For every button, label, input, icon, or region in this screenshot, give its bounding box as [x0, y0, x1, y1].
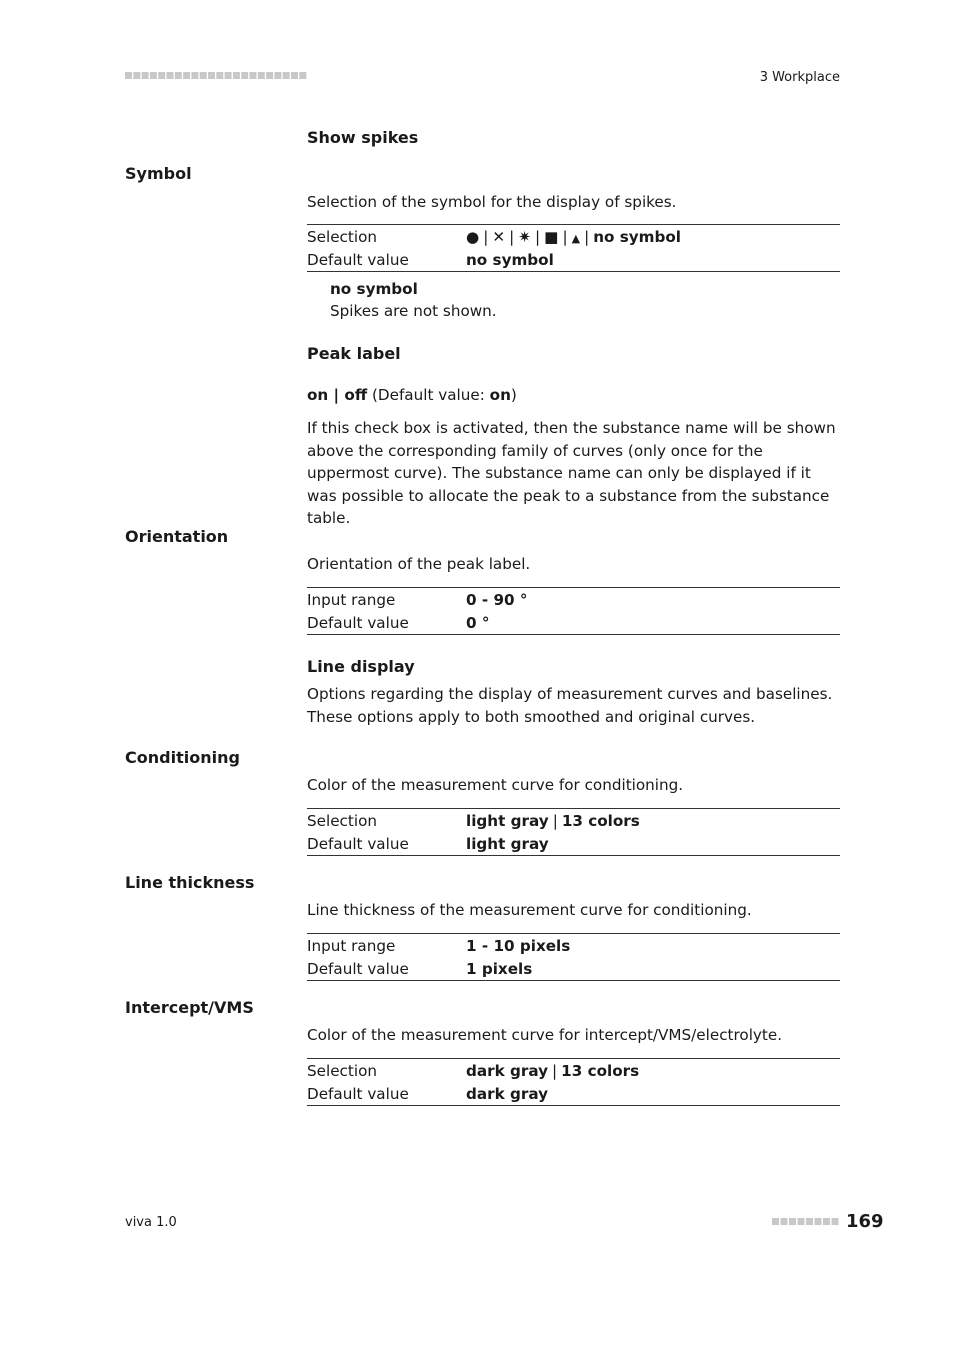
selection-option: 13 colors	[561, 811, 640, 830]
table-key: Default value	[307, 959, 409, 978]
table-row	[307, 248, 840, 271]
table-key: Default value	[307, 1084, 409, 1103]
selection-option: 13 colors	[561, 1061, 640, 1080]
decoration-dot	[274, 72, 281, 79]
table-value: ● | ✕ | ✷ | ■ | ▲ | no symbol	[466, 227, 681, 246]
conditioning-description: Color of the measurement curve for conditioning.	[307, 776, 684, 794]
selection-option: light gray	[466, 811, 549, 830]
chapter-title: 3 Workplace	[759, 70, 840, 85]
square-symbol-icon: ■	[544, 227, 559, 246]
param-label-symbol: Symbol	[125, 164, 192, 183]
decoration-dot	[789, 1218, 796, 1225]
decoration-dot	[208, 72, 215, 79]
table-key: Default value	[307, 834, 409, 853]
table-value: 1 pixels	[466, 959, 533, 978]
peak-label-description: If this check box is activated, then the substance name will be shown above the corresponding family of curves (only once for the uppermost curve). The substance name can only be displayed if it was possible to allocate the peak to a substance from the substance table.	[307, 419, 836, 527]
selection-option: dark gray	[466, 1061, 549, 1080]
decoration-dot	[832, 1218, 839, 1225]
table-row	[307, 1059, 840, 1082]
decoration-dot	[225, 72, 232, 79]
table-key: Selection	[307, 227, 377, 246]
decoration-dot	[299, 72, 306, 79]
orientation-table	[307, 587, 840, 635]
decoration-dot	[216, 72, 223, 79]
default-prefix: (Default value:	[367, 386, 490, 404]
decoration-dot	[233, 72, 240, 79]
option-separator: |	[552, 811, 558, 830]
dot-symbol-icon: ●	[466, 227, 480, 246]
cross-symbol-icon: ✕	[492, 227, 506, 246]
table-value: dark gray	[466, 1084, 549, 1103]
decoration-dot	[291, 72, 298, 79]
conditioning-table	[307, 808, 840, 856]
table-row	[307, 934, 840, 957]
peak-label-switch-line	[307, 386, 517, 404]
table-row	[307, 957, 840, 980]
decoration-dot	[133, 72, 140, 79]
default-suffix: )	[510, 386, 517, 404]
param-label-conditioning: Conditioning	[125, 748, 240, 767]
table-row	[307, 588, 840, 611]
page-number: 169	[846, 1211, 884, 1232]
decoration-dot	[823, 1218, 830, 1225]
table-value	[466, 1062, 639, 1080]
line-display-description: Options regarding the display of measurement curves and baselines. These options apply to both smoothed and original curves.	[307, 685, 833, 726]
table-row	[307, 611, 840, 634]
decoration-dot	[150, 72, 157, 79]
param-label-intercept-vms: Intercept/VMS	[125, 998, 254, 1017]
symbol-table	[307, 224, 840, 272]
no-symbol-option: no symbol	[593, 227, 681, 246]
table-key: Default value	[307, 613, 409, 632]
table-row	[307, 809, 840, 832]
table-value	[466, 812, 640, 830]
footer-product: viva 1.0	[125, 1215, 177, 1230]
triangle-symbol-icon: ▲	[571, 231, 581, 245]
decoration-dot	[167, 72, 174, 79]
table-row	[307, 225, 840, 248]
option-description: Spikes are not shown.	[330, 302, 497, 320]
decoration-dot	[183, 72, 190, 79]
decoration-dot	[241, 72, 248, 79]
decoration-dot	[191, 72, 198, 79]
line-thickness-description: Line thickness of the measurement curve for conditioning.	[307, 901, 752, 919]
intercept-description: Color of the measurement curve for intercept/VMS/electrolyte.	[307, 1026, 783, 1044]
decoration-dot	[258, 72, 265, 79]
decoration-dot	[125, 72, 132, 79]
header-decoration-dots	[125, 72, 307, 80]
table-value: light gray	[466, 834, 549, 853]
off-option: off	[344, 386, 368, 404]
symbol-description: Selection of the symbol for the display of spikes.	[307, 193, 677, 211]
table-key: Input range	[307, 936, 396, 955]
decoration-dot	[772, 1218, 779, 1225]
table-key: Default value	[307, 250, 409, 269]
option-name: no symbol	[330, 280, 418, 298]
table-row	[307, 832, 840, 855]
decoration-dot	[798, 1218, 805, 1225]
table-key: Selection	[307, 1061, 377, 1080]
decoration-dot	[158, 72, 165, 79]
table-value: 0 °	[466, 613, 490, 632]
table-value: no symbol	[466, 250, 554, 269]
section-heading-show-spikes: Show spikes	[307, 128, 419, 147]
intercept-table	[307, 1058, 840, 1106]
default-value: on	[489, 386, 511, 404]
section-heading-peak-label: Peak label	[307, 344, 401, 363]
decoration-dot	[815, 1218, 822, 1225]
table-value: 1 - 10 pixels	[466, 936, 571, 955]
decoration-dot	[781, 1218, 788, 1225]
table-row	[307, 1082, 840, 1105]
decoration-dot	[142, 72, 149, 79]
param-label-orientation: Orientation	[125, 527, 229, 546]
line-thickness-table	[307, 933, 840, 981]
decoration-dot	[266, 72, 273, 79]
decoration-dot	[175, 72, 182, 79]
option-separator: |	[333, 386, 340, 404]
star-symbol-icon: ✷	[518, 227, 531, 246]
orientation-description: Orientation of the peak label.	[307, 555, 531, 573]
decoration-dot	[806, 1218, 813, 1225]
table-value: 0 - 90 °	[466, 590, 528, 609]
footer-decoration-dots	[772, 1218, 840, 1226]
on-option: on	[307, 386, 329, 404]
table-key: Input range	[307, 590, 396, 609]
decoration-dot	[283, 72, 290, 79]
section-heading-line-display: Line display	[307, 657, 415, 676]
decoration-dot	[200, 72, 207, 79]
table-key: Selection	[307, 811, 377, 830]
param-label-line-thickness: Line thickness	[125, 873, 255, 892]
option-separator: |	[552, 1061, 558, 1080]
decoration-dot	[250, 72, 257, 79]
